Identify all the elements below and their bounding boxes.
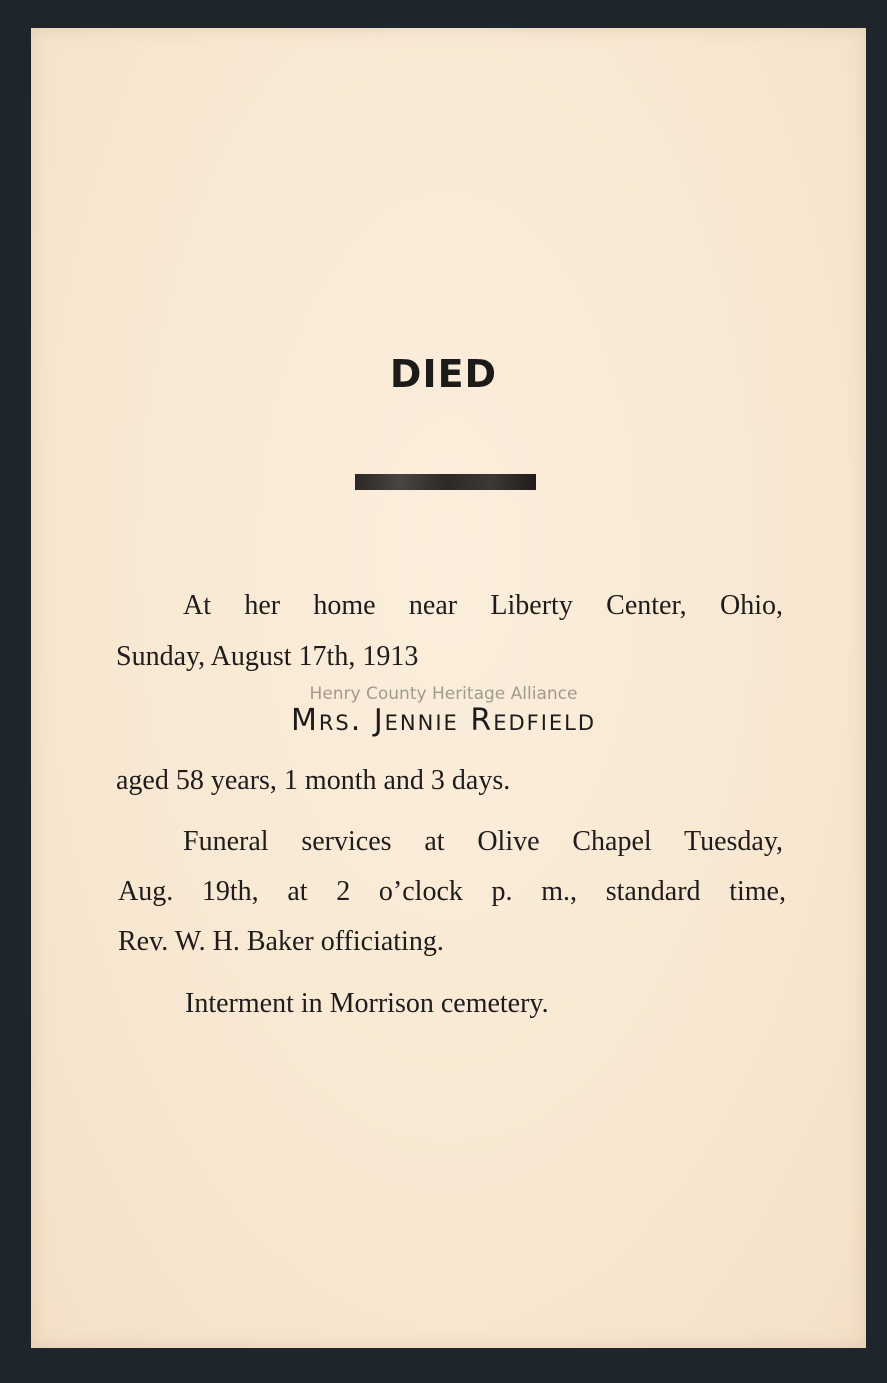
watermark: Henry County Heritage Alliance: [309, 684, 578, 704]
heading-died: DIED: [389, 352, 498, 396]
funeral-line-1: Funeral services at Olive Chapel Tuesday,: [183, 826, 783, 857]
decorative-rule: [355, 474, 536, 490]
deceased-name: Mrs. Jennie Redfield: [290, 703, 597, 738]
funeral-line-3: Rev. W. H. Baker officiating.: [118, 926, 444, 957]
age-line: aged 58 years, 1 month and 3 days.: [116, 765, 511, 796]
announcement-line-2: Sunday, August 17th, 1913: [116, 641, 419, 672]
announcement-line-1: At her home near Liberty Center, Ohio,: [183, 590, 783, 621]
interment-line: Interment in Morrison cemetery.: [185, 988, 549, 1019]
funeral-line-2: Aug. 19th, at 2 o’clock p. m., standard time,: [118, 876, 786, 907]
